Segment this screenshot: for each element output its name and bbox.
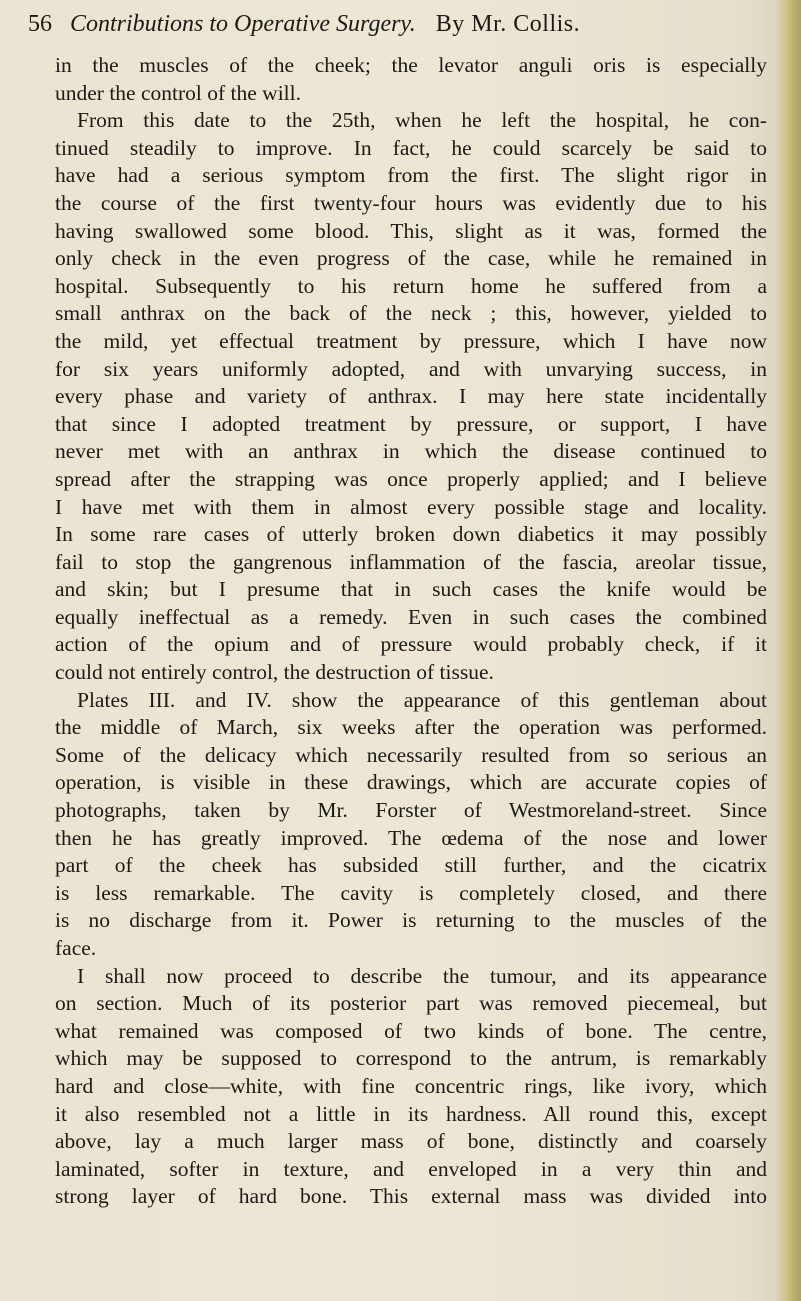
text-line: strong layer of hard bone. This external mass was divided into xyxy=(55,1184,767,1209)
text-line: could not entirely control, the destruction of tissue. xyxy=(55,660,494,685)
page-edge xyxy=(775,0,801,1301)
text-line: part of the cheek has subsided still further, and the cicatrix xyxy=(55,853,767,878)
text-line: hospital. Subsequently to his return home he suffered from a xyxy=(55,273,767,298)
text-line: action of the opium and of pressure would probably check, if it xyxy=(55,632,767,657)
text-line: on section. Much of its posterior part was removed piecemeal, but xyxy=(55,991,767,1016)
text-line: Some of the delicacy which necessarily resulted from so serious an xyxy=(55,742,767,767)
text-line: From this date to the 25th, when he left the hospital, he con- xyxy=(77,108,767,133)
text-line: in the muscles of the cheek; the levator anguli oris is especially xyxy=(55,53,767,77)
text-line: small anthrax on the back of the neck ; this, however, yielded to xyxy=(55,301,767,326)
text-line: face. xyxy=(55,936,97,960)
running-title: Contributions to Operative Surgery. xyxy=(70,11,416,37)
text-line: it also resembled not a little in its hardness. All round this, except xyxy=(55,1101,767,1126)
text-line: tinued steadily to improve. In fact, he could scarcely be said to xyxy=(55,135,767,160)
text-line: that since I adopted treatment by pressure, or support, I have xyxy=(55,411,767,436)
text-line: then he has greatly improved. The œdema of the nose and lower xyxy=(55,825,767,850)
text-line: which may be supposed to correspond to the antrum, is remarkably xyxy=(55,1046,767,1071)
running-author: By Mr. Collis. xyxy=(435,11,581,37)
running-head xyxy=(28,4,768,44)
text-line: the mild, yet effectual treatment by pressure, which I have now xyxy=(55,328,767,353)
text-line: under the control of the will. xyxy=(55,80,301,105)
text-line: In some rare cases of utterly broken down diabetics it may possibly xyxy=(55,522,767,547)
text-line: the middle of March, six weeks after the operation was performed. xyxy=(55,715,767,740)
text-line: is no discharge from it. Power is returning to the muscles of the xyxy=(55,908,767,933)
text-line: is less remarkable. The cavity is completely closed, and there xyxy=(55,880,767,905)
text-line: and skin; but I presume that in such cases the knife would be xyxy=(55,577,767,602)
page-number: 56 xyxy=(28,11,52,37)
text-line: never met with an anthrax in which the disease continued to xyxy=(55,439,767,464)
text-line: operation, is visible in these drawings, which are accurate copies of xyxy=(55,770,767,795)
text-line: have had a serious symptom from the first. The slight rigor in xyxy=(55,163,767,188)
text-line: Plates III. and IV. show the appearance of this gentleman about xyxy=(77,687,767,712)
text-line: fail to stop the gangrenous inflammation of the fascia, areolar tissue, xyxy=(55,549,767,574)
text-line: only check in the even progress of the case, while he remained in xyxy=(55,246,767,271)
text-line: the course of the first twenty-four hours was evidently due to his xyxy=(55,190,767,215)
text-line: I have met with them in almost every possible stage and locality. xyxy=(55,494,767,519)
text-line: photographs, taken by Mr. Forster of Westmoreland-street. Since xyxy=(55,798,767,823)
text-line: laminated, softer in texture, and enveloped in a very thin and xyxy=(55,1156,767,1181)
text-line: for six years uniformly adopted, and with unvarying success, in xyxy=(55,356,767,381)
text-line: every phase and variety of anthrax. I may here state incidentally xyxy=(55,384,767,409)
text-line: above, lay a much larger mass of bone, distinctly and coarsely xyxy=(55,1129,767,1154)
text-line: hard and close—white, with fine concentric rings, like ivory, which xyxy=(55,1073,767,1098)
text-line: I shall now proceed to describe the tumour, and its appearance xyxy=(77,963,767,988)
text-line: having swallowed some blood. This, slight as it was, formed the xyxy=(55,218,767,243)
body-text xyxy=(55,52,767,1211)
text-line: spread after the strapping was once properly applied; and I believe xyxy=(55,466,767,491)
text-line: what remained was composed of two kinds of bone. The centre, xyxy=(55,1018,767,1043)
text-line: equally ineffectual as a remedy. Even in such cases the combined xyxy=(55,604,767,629)
